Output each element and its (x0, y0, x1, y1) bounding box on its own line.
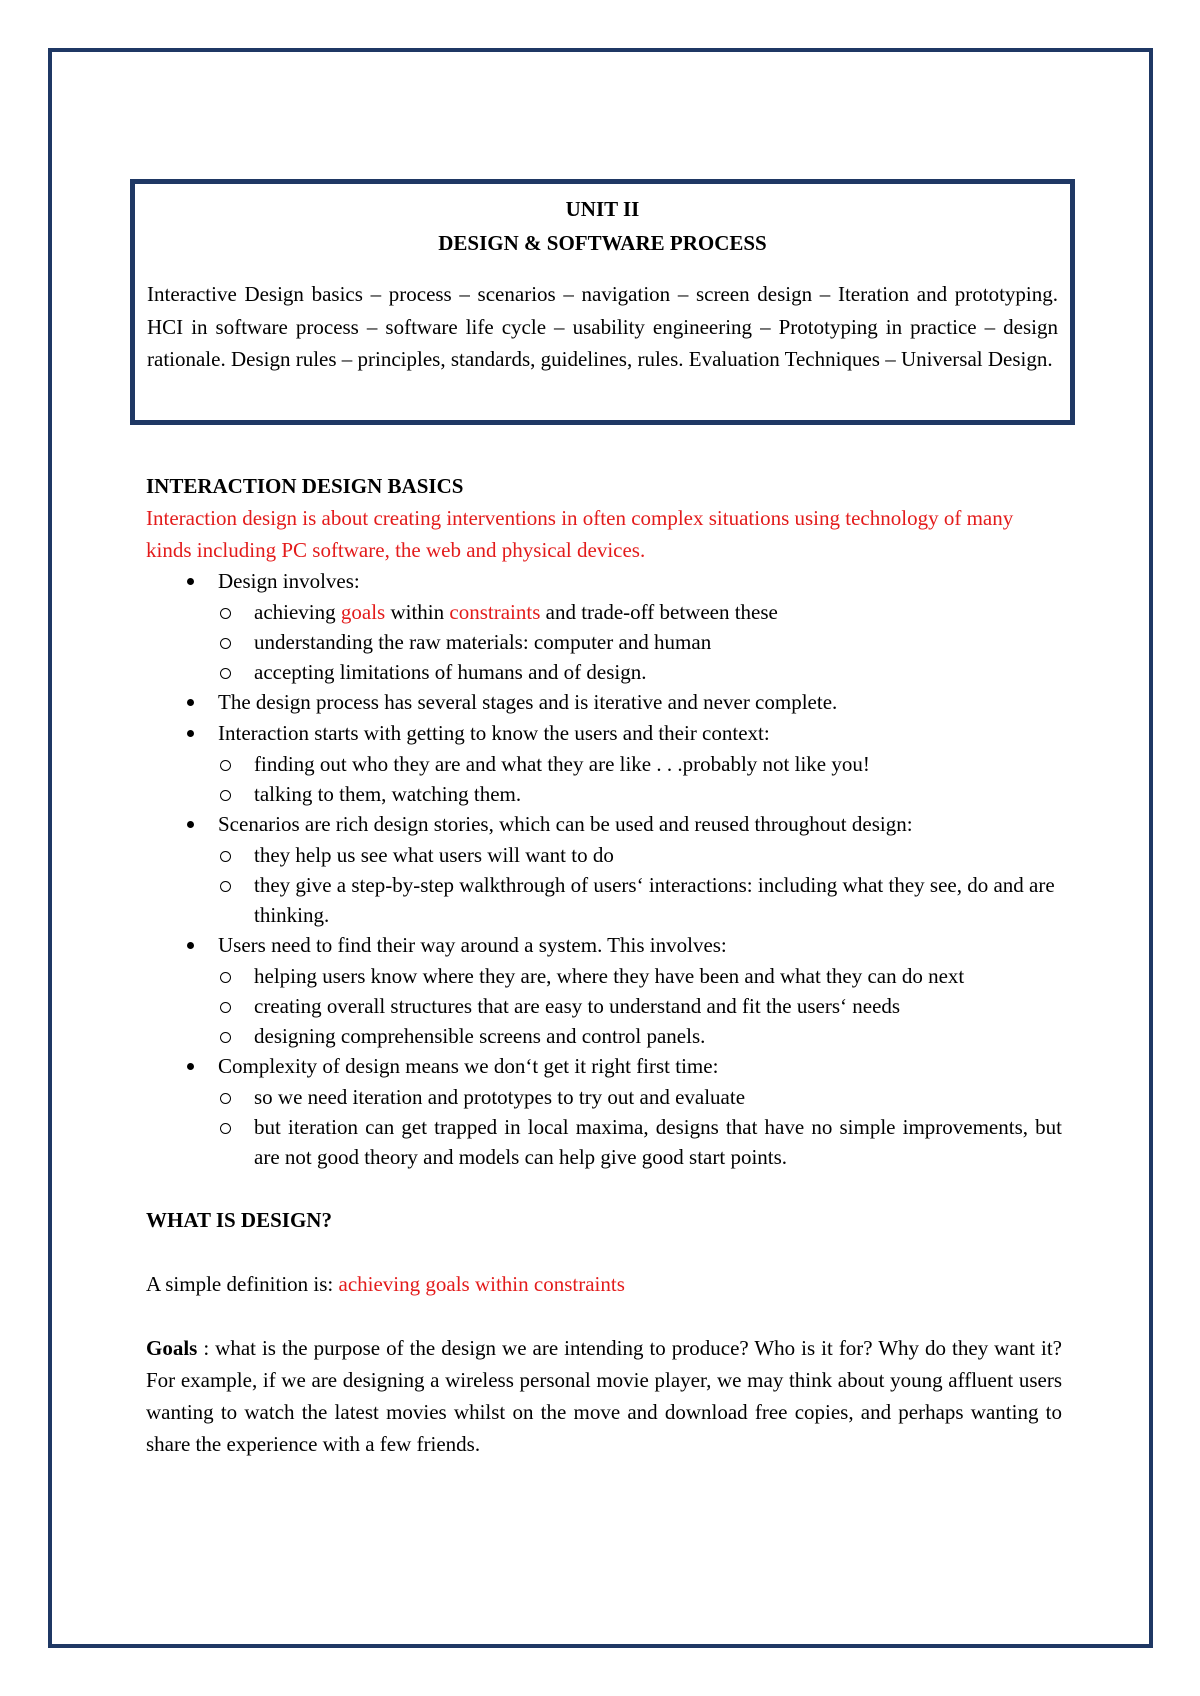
spacer (146, 1236, 1062, 1268)
sub-list-item: helping users know where they are, where they have been and what they can do next (218, 961, 1062, 991)
bullet-text: Complexity of design means we don‘t get it right first time: (218, 1054, 719, 1078)
sub-list-item: finding out who they are and what they are like . . .probably not like you! (218, 749, 1062, 779)
sub-list-item: accepting limitations of humans and of design. (218, 657, 1062, 687)
sub-list (218, 1082, 1062, 1172)
sub-list-item: understanding the raw materials: computer and human (218, 627, 1062, 657)
section-heading-what-is-design: WHAT IS DESIGN? (146, 1208, 332, 1232)
sub-list-item: designing comprehensible screens and control panels. (218, 1021, 1062, 1051)
bullet-text: Design involves: (218, 569, 360, 593)
sub-list (218, 961, 1062, 1051)
text-fragment: A simple definition is: (146, 1272, 339, 1296)
sub-list-item: but iteration can get trapped in local maxima, designs that have no simple improvements, but are not good theory and models can help give good start points. (218, 1112, 1062, 1172)
sub-list-item: so we need iteration and prototypes to try out and evaluate (218, 1082, 1062, 1112)
unit-syllabus: Interactive Design basics – process – scenarios – navigation – screen design – Iteration and prototyping. HCI in software process – software life cycle – usability engineering – Prototyping in practice – design rationale. Design rules – principles, standards, guidelines, rules. Evaluation Techniques – Universal Design. (147, 282, 1058, 371)
definition-paragraph (146, 1268, 1062, 1300)
sub-list-item: they help us see what users will want to do (218, 840, 1062, 870)
bullet-text: Scenarios are rich design stories, which can be used and reused throughout design: (218, 812, 913, 836)
sub-list-item: creating overall structures that are easy to understand and fit the users‘ needs (218, 991, 1062, 1021)
sub-list (218, 597, 1062, 687)
text-fragment: and trade-off between these (540, 600, 778, 624)
list-item (146, 566, 1062, 687)
text-fragment: within (385, 600, 450, 624)
main-content (146, 470, 1062, 1460)
list-item (146, 1051, 1062, 1172)
spacer (146, 1172, 1062, 1204)
sub-list-item (218, 597, 1062, 627)
sub-list (218, 840, 1062, 930)
section-heading-interaction-design: INTERACTION DESIGN BASICS (146, 474, 464, 498)
goals-text: : what is the purpose of the design we are intending to produce? Who is it for? Why do they want it? For example, if we are designing a wireless personal movie player, we may think about young affluent users wanting to watch the latest movies whilst on the move and download free copies, and perhaps wanting to share the experience with a few friends. (146, 1336, 1062, 1456)
unit-title: DESIGN & SOFTWARE PROCESS (438, 231, 767, 255)
intro-paragraph: Interaction design is about creating interventions in often complex situations using technology of many kinds including PC software, the web and physical devices. (146, 506, 1014, 562)
bullet-text: Interaction starts with getting to know the users and their context: (218, 721, 770, 745)
highlight-goals: goals (340, 600, 386, 624)
unit-summary-box (130, 179, 1075, 425)
sub-list-item: talking to them, watching them. (218, 779, 1062, 809)
bullet-list (146, 566, 1062, 1172)
spacer (146, 1300, 1062, 1332)
definition-highlight: achieving goals within constraints (338, 1272, 625, 1296)
list-item (146, 809, 1062, 930)
unit-label: UNIT II (565, 197, 640, 221)
list-item (146, 718, 1062, 809)
bullet-text: Users need to find their way around a system. This involves: (218, 933, 727, 957)
sub-list (218, 749, 1062, 809)
goals-label: Goals (146, 1336, 198, 1360)
goals-paragraph (146, 1332, 1062, 1460)
list-item: The design process has several stages and is iterative and never complete. (146, 687, 1062, 718)
list-item (146, 930, 1062, 1051)
text-fragment: achieving (254, 600, 341, 624)
sub-list-item: they give a step-by-step walkthrough of users‘ interactions: including what they see, do and are thinking. (218, 870, 1062, 930)
highlight-constraints: constraints (449, 600, 541, 624)
